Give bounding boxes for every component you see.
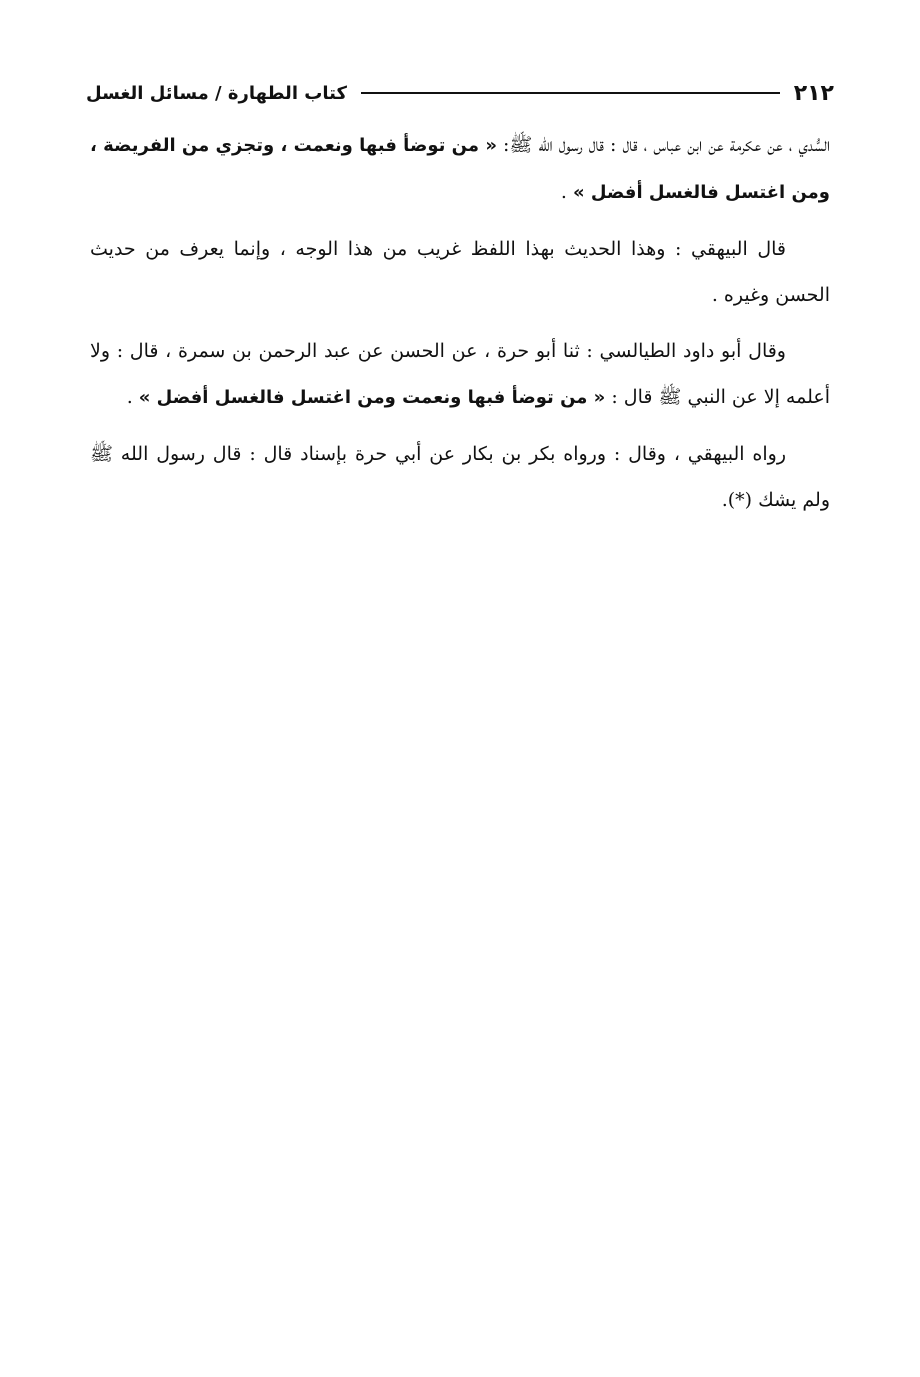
paragraph-1-text: السُّدي ، عن عكرمة عن ابن عباس ، قال : قال رسول الله ﷺ: [496, 134, 830, 156]
body-text [90, 122, 830, 533]
paragraph-2-text: قال البيهقي : وهذا الحديث بهذا اللفظ غريب من هذا الوجه ، وإنما يعرف من حديث الحسن وغيره . [90, 238, 830, 306]
page-number: ٢١٢ [793, 80, 834, 106]
running-title: كتاب الطهارة / مسائل الغسل [86, 82, 347, 104]
paragraph-4-text: رواه البيهقي ، وقال : ورواه بكر بن بكار عن أبي حرة بإسناد قال : قال رسول الله ﷺ ولم يشك (*). [90, 443, 830, 511]
paragraph-3 [90, 328, 830, 421]
page-header [86, 76, 834, 110]
paragraph-3-quote: « من توضأ فبها ونعمت ومن اغتسل فالغسل أفضل » [138, 387, 606, 408]
paragraph-1-end: . [560, 181, 573, 203]
paragraph-1 [90, 122, 830, 216]
paragraph-4 [90, 431, 830, 523]
paragraph-3-end: . [126, 386, 139, 408]
paragraph-2 [90, 226, 830, 318]
paragraph-1-quote: « من توضأ فبها ونعمت ، وتجزي من الفريضة ، ومن اغتسل فالغسل أفضل » [90, 135, 830, 203]
header-rule [361, 92, 780, 94]
paragraph-3-text: وقال أبو داود الطيالسي : ثنا أبو حرة ، عن الحسن عن عبد الرحمن بن سمرة ، قال : ولا أعلمه إلا عن النبي ﷺ قال : [90, 340, 830, 408]
